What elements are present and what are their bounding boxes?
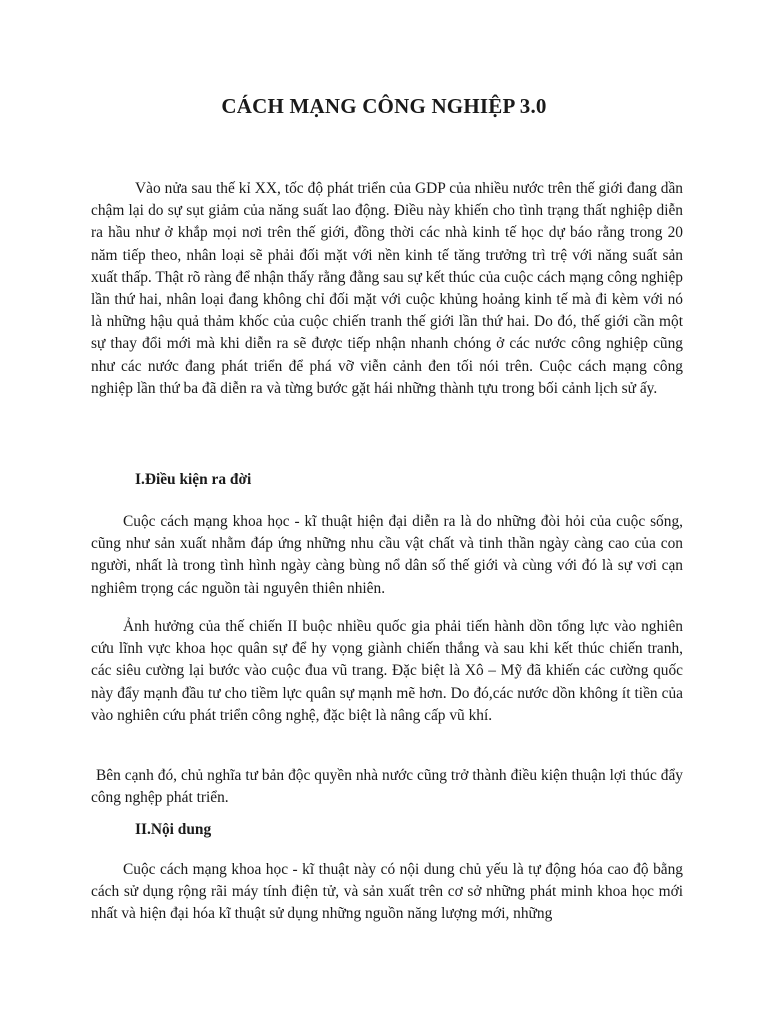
- section1-paragraph-1: Cuộc cách mạng khoa học - kĩ thuật hiện đại diễn ra là do những đòi hỏi của cuộc sống, cũng như sản xuất nhằm đáp ứng những nhu cầu vật chất và tinh thần ngày càng cao của con người, nhất là trong tình hình ngày càng bùng nổ dân số thế giới và cùng với đó là sự vơi cạn nghiêm trọng các nguồn tài nguyên thiên nhiên.: [91, 513, 683, 597]
- section-heading-conditions: I.Điều kiện ra đời: [135, 471, 252, 488]
- section2-paragraph-1: Cuộc cách mạng khoa học - kĩ thuật này có nội dung chủ yếu là tự động hóa cao độ bằng cách sử dụng rộng rãi máy tính điện tử, và sản xuất trên cơ sở những phát minh khoa học mới nhất và hiện đại hóa kĩ thuật sử dụng những nguồn năng lượng mới, những: [91, 861, 683, 923]
- section-heading-content: II.Nội dung: [135, 821, 212, 838]
- section1-paragraph-2: Ảnh hưởng của thế chiến II buộc nhiều quốc gia phải tiến hành dồn tổng lực vào nghiên cứu lĩnh vực khoa học quân sự để hy vọng giành chiến thắng và sau khi kết thúc chiến tranh, các siêu cường lại bước vào cuộc đua vũ trang. Đặc biệt là Xô – Mỹ đã khiến các cường quốc này đẩy mạnh đầu tư cho tiềm lực quân sự mạnh mẽ hơn. Do đó,các nước dồn không ít tiền của vào nghiên cứu phát triển công nghệ, đặc biệt là nâng cấp vũ khí.: [91, 618, 683, 724]
- intro-paragraph: Vào nửa sau thế kỉ XX, tốc độ phát triển của GDP của nhiều nước trên thế giới đang dần chậm lại do sự sụt giảm của năng suất lao động. Điều này khiến cho tình trạng thất nghiệp diễn ra hầu như ở khắp mọi nơi trên thế giới, đồng thời các nhà kinh tế học dự báo rằng trong 20 năm tiếp theo, nhân loại sẽ phải đối mặt với nền kinh tế tăng trưởng trì trệ với năng suất sản xuất thấp. Thật rõ ràng để nhận thấy rằng đằng sau sự kết thúc của cuộc cách mạng công nghiệp lần thứ hai, nhân loại đang không chỉ đối mặt với cuộc khủng hoảng kinh tế mà đi kèm với nó là những hậu quả thảm khốc của cuộc chiến tranh thế giới lần thứ hai. Do đó, thế giới cần một sự thay đổi mới mà khi diễn ra sẽ được tiếp nhận nhanh chóng ở các nước công nghiệp cũng như các nước đang phát triển để phá vỡ viễn cảnh đen tối nói trên. Cuộc cách mạng công nghiệp lần thứ ba đã diễn ra và từng bước gặt hái những thành tựu trong bối cảnh lịch sử ấy.: [91, 180, 683, 397]
- document-title: CÁCH MẠNG CÔNG NGHIỆP 3.0: [221, 94, 547, 118]
- section1-paragraph-3: Bên cạnh đó, chủ nghĩa tư bản độc quyền nhà nước cũng trở thành điều kiện thuận lợi thúc đẩy công nghệp phát triển.: [91, 767, 683, 807]
